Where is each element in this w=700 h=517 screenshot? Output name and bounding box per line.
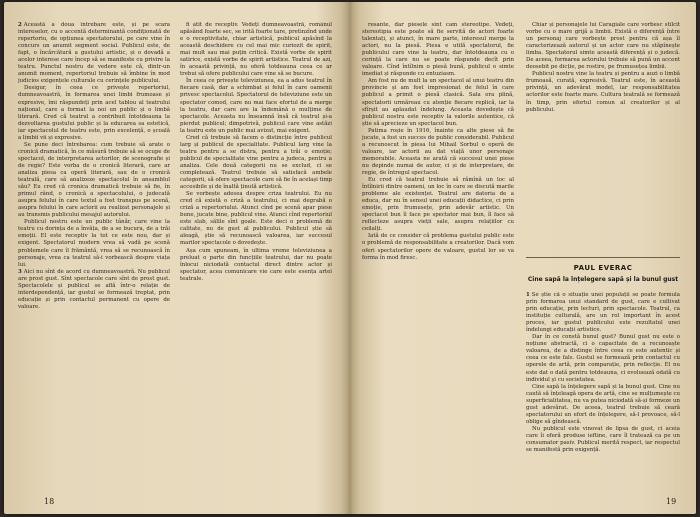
left-page-column-1 <box>18 22 170 480</box>
page-number-left: 18 <box>44 497 55 506</box>
paragraph <box>180 248 332 283</box>
article-title: Cine sapă la înțelegere sapă și la bunul gust <box>527 276 679 283</box>
right-page-column-2 <box>526 22 680 252</box>
paragraph <box>526 22 680 71</box>
paragraph <box>18 269 170 311</box>
left-page-column-2 <box>180 22 332 480</box>
paragraph-text: În ceea ce privește televiziunea, ea a adus teatrul în fiecare casă, dar a schimbat și felul în care oamenii privesc spectacolul. Spectatorul de televiziune este un spectator comod, care nu mai face efortul de a merge la teatru, dar care are la îndemână o mulțime de spectacole. Aceasta nu înseamnă însă că teatrul și-a pierdut publicul; dimpotrivă, publicul care vine astăzi la teatru este un public mai avizat, mai exigent. <box>180 78 332 134</box>
paragraph-text: Aici nu sînt de acord cu dumneavoastră. Nu publicul are prost gust. Sînt spectacole care sînt de prost gust. Spectacolele și publicul se află într-o relație de interdependență, iar gustul se formează treptat, prin educație și prin contactul permanent cu opere de valoare. <box>18 268 170 310</box>
paragraph-text: Iată de ce consider că problema gustului public este o problemă de responsabilitate a creatorilor. Dacă vom oferi spectatorilor opere de valoare, gustul lor se va forma în mod firesc. <box>362 233 514 261</box>
right-page-column-3 <box>526 292 680 482</box>
paragraph <box>180 191 332 247</box>
paragraph <box>18 85 170 141</box>
answer-number: 3 <box>18 268 22 275</box>
paragraph-text: Așa cum spuneam, în ultima vreme televiziunea a preluat o parte din funcțiile teatrului, dar nu poate înlocui niciodată contactul direct dintre actor și spectator, acea comunicare vie care este esența artei teatrale. <box>180 247 332 282</box>
page-number-right: 19 <box>666 497 677 506</box>
paragraph <box>526 71 680 113</box>
paragraph <box>180 22 332 78</box>
paragraph-text: resante, dar piesele sînt cam stereotipe. Vedeți, stereotipia este poate să fie servită de actori foarte talentați, și atunci, în mare parte, interesul merge la actori, nu la piesă. Piesa e utilă spectatorul, fie publicului care vine la teatru, dar întotdeauna cu o cerință la care nu se poate răspunde decît prin valoare. Cînd întîlnim o piesă bună, publicul o simte imediat și răspunde cu entuziasm. <box>362 22 514 78</box>
paragraph <box>362 128 514 177</box>
paragraph <box>180 135 332 191</box>
paragraph-text: Publicul nostru vine la teatru și pentru a auzi o limbă frumoasă, curată, expresivă. Teatrul este, în această privință, un adevărat model, iar responsabilitatea actorilor este foarte mare. Cultura teatrală se formează în timp, prin efortul comun al creatorilor și al publicului. <box>526 71 680 113</box>
paragraph <box>18 219 170 268</box>
paragraph-text: Patima roșie în 1916, înainte ca alte piese să fie jucate, a fost un succes de public considerabil. Publicul a recunoscut în piesa lui Mihail Sorbul o operă de valoare, iar actorii au dat viață unor personaje memorabile. Aceasta ne arată că succesul unei piese nu depinde numai de autor, ci și de interpretare, de regie, de întregul spectacol. <box>362 127 514 176</box>
paragraph <box>526 426 680 454</box>
left-page <box>4 2 350 514</box>
paragraph-text: Eu cred că teatrul trebuie să rămînă un loc al întîlnirii dintre oameni, un loc în care se discută marile probleme ale existenței. Teatrul are datoria de a educa, dar nu în sensul unei educații didactice, ci prin emoție, prin frumusețe, prin adevăr artistic. Un spectacol bun îl face pe spectator mai bun, îl face să reflecteze asupra vieții sale, asupra relațiilor cu ceilalți. <box>362 177 514 233</box>
paragraph <box>526 292 680 334</box>
paragraph-text: Această a doua întrebare este, și pe scara intereselor, cu o accentă determinantă condiționată de repertoriu, de opțiunea spectatorului, pe care vine în concurs un anumit segment social. Publicul este, de fapt, o încărcătură a gustului artistic, și o dovadă a acelor interese care încep să se manifeste cu privire la teatru. Punctul nostru de vedere este că, dintr-un anumit moment, repertoriul trebuie să îmbine în mod judicios exigențele culturale cu cerințele publicului. <box>18 22 170 85</box>
answer-number: 1 <box>526 292 530 298</box>
paragraph-text: Chiar și personajele lui Caragiale care vorbesc stîlcit vorbe cu o mare grijă a limbii. Există o diferență între un personaj care vorbește prost pentru că așa îl caracterizează autorul și un actor care nu stăpînește limba. Spectatorul simte această diferență și o judecă. De aceea, formarea actorului trebuie să pună un accent deosebit pe dicție, pe rostire, pe frumusețea limbii. <box>526 22 680 71</box>
book-spread <box>4 2 696 514</box>
paragraph-text: Cine sapă la înțelegere sapă și la bunul gust. Cine nu caută să înțeleagă opera de artă, cine se mulțumește cu superficialitatea, nu va putea niciodată să-și formeze un gust adevărat. De aceea, teatrul trebuie să ceară spectatorului un efort de înțelegere, să-l provoace, să-l oblige să gîndească. <box>526 383 680 425</box>
paragraph <box>362 78 514 127</box>
paragraph-text: Se știe că o situație unei populații se poate formula prin formarea unui standard de gust, care e cultivat prin educație, prin lecturi, prin spectacole. Teatrul, ca instituție culturală, are un rol important în acest proces, iar gustul publicului este rezultatul unei îndelungi educații artistice. <box>526 292 680 334</box>
paragraph <box>180 78 332 134</box>
right-page <box>350 2 696 514</box>
paragraph-text: Dar în ce constă bunul gust? Bunul gust nu este o noțiune abstractă, ci o capacitate de a recunoaște valoarea, de a distinge între ceea ce este autentic și ceea ce este fals. Gustul se formează prin contactul cu operele de artă, prin comparație, prin reflecție. El nu este dat o dată pentru totdeauna, ci evoluează odată cu individul și cu societatea. <box>526 334 680 383</box>
paragraph-text: fi atît de receptiv. Vedeți dumneavoastră, românul apăsând foarte sec, se irită foarte tare, pretinzînd unde e o receptivitate, chiar artistică, publicul apăsînd la această deschidere cu cel mai mic curiozit de spirit, mai mult sau mai puțin critică. Există vorbe de spirit satirice, există vorbe de spirit artistice. Teatrul de azi, în această privință, nu oferă totdeauna ceea ce ar trebui să ofere publicului care vine să se bucure. <box>180 22 332 78</box>
paragraph <box>18 22 170 85</box>
paragraph-text: Nu publicul este vinovat de lipsa de gust, ci aceia care îi oferă produse ieftine, care îl tratează ca pe un consumator pasiv. Publicul merită respect, iar respectul se manifestă prin exigență. <box>526 425 680 454</box>
paragraph <box>362 233 514 261</box>
article-heading <box>526 257 680 292</box>
paragraph-text: Se pune deci întrebarea: cum trebuie să arate o cronică dramatică, în ce măsură trebuie să se ocupe de spectacol, de interpretarea actorilor, de scenografie și de regie? Este vorba de o cronică literară, care ar analiza piesa ca operă literară, sau de o cronică teatrală, care să analizeze spectacolul în ansamblul său? Eu cred că cronica dramatică trebuie să fie, în primul rând, o cronică a spectacolului, o judecată asupra felului în care textul a fost transpus pe scenă, asupra felului în care actorii au realizat personajele și au transmis publicului mesajul autorului. <box>18 141 170 219</box>
paragraph <box>526 334 680 383</box>
paragraph-text: Se vorbește adesea despre criza teatrului. Eu nu cred că există o criză a teatrului, ci mai degrabă o criză a repertoriului. Atunci cînd pe scenă apar piese bune, jucate bine, publicul vine. Atunci cînd repertoriul este slab, sălile sînt goale. Este deci o problemă de calitate, nu de gust al publicului. Publicul știe să aleagă, știe să recunoască valoarea, iar succesul marilor spectacole o dovedește. <box>180 191 332 247</box>
paragraph-text: Publicul nostru este un public tânăr, care vine la teatru cu dorința de a învăța, de a se bucura, de a trăi emoții. El este receptiv la tot ce este nou, dar și exigent. Spectatorul modern vrea să vadă pe scenă problemele care îl frământă, vrea să se recunoască în personaje, vrea ca teatrul să-i vorbească despre viața lui. <box>18 219 170 268</box>
answer-number: 2 <box>18 22 22 28</box>
paragraph <box>362 22 514 78</box>
paragraph-text: Cred că trebuie să facem o distincție între publicul larg și publicul de specialitate. Publicul larg vine la teatru pentru a se distra, pentru a trăi o emoție; publicul de specialitate vine pentru a judeca, pentru a analiza. Cele două categorii nu se exclud, ci se completează. Teatrul trebuie să satisfacă ambele categorii, să ofere spectacole care să fie în același timp accesibile și de înaltă ținută artistică. <box>180 134 332 191</box>
paragraph <box>362 177 514 233</box>
right-page-column-1 <box>362 22 514 480</box>
paragraph <box>526 384 680 426</box>
paragraph-text: Desigur, în ceea ce privește repertoriul, dumneavoastră, în formarea unei limbi frumoase și expresive, îmi răspundeți prin acel tablou al teatrului național, care a format la noi un public și o limbă literară. Cred că teatrul a contribuit întotdeauna la dezvoltarea gustului public și la educarea sa estetică, iar spectacolul de teatru este, prin excelență, o școală a limbii vii și expresive. <box>18 85 170 141</box>
author-name: PAUL EVERAC <box>573 264 633 272</box>
paragraph-text: Am fost nu de mult la un spectacol al unui teatru din provincie și am fost impresionat de felul în care publicul a primit o piesă clasică. Sala era plină, spectatorii urmăreau cu atenție fiecare replică, iar la sfîrșit au aplaudat îndelung. Aceasta dovedește că publicul nostru este receptiv la valorile autentice, că știe să aprecieze un spectacol bun. <box>362 78 514 127</box>
paragraph <box>18 142 170 220</box>
